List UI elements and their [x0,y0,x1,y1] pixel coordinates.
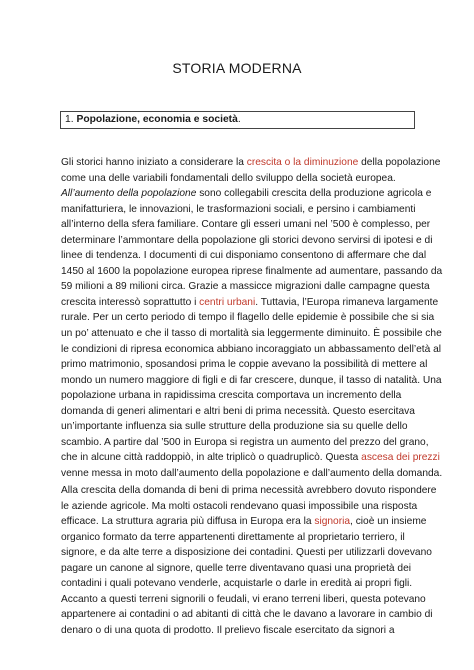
text-line [61,248,427,264]
text-segment: Accanto a questi terreni signorili o feudali, vi erano terreni liberi, questa potevano [61,593,426,605]
text-line [61,545,432,561]
text-line [61,607,433,623]
text-segment: 59 milioni a 89 milioni circa. Grazie a massicce migrazioni dalle campagne questa [61,281,430,293]
highlighted-term: signoria [314,516,351,528]
text-segment: determinare l’ammontare della popolazione gli storici devono servirsi di ipotesi e di [61,234,433,246]
text-line [61,419,413,435]
text-segment: le aziende agricole. Ma molti ostacoli rendevano quasi impossibile una risposta [61,500,418,512]
text-line [61,483,437,499]
text-segment: rurale. Per un certo periodo di tempo il flagello delle epidemie è possibile che si sia [61,312,435,324]
text-segment: linee di tendenza. I documenti di cui disponiamo consentono di affermare che dal [61,250,427,262]
text-segment: 1450 al 1600 la popolazione europea riprese finalmente ad aumentare, passando da [61,265,443,277]
text-segment: domanda di generi alimentari e altri beni di prima necessità. Questo esercitava [61,405,415,417]
text-segment: che in alcune città raddoppiò, in alte triplicò o quadruplicò. Questa [61,452,362,464]
text-segment: signore, e da alte terre a disposizione dei contadini. Questi per utilizzarli dovevano [61,547,432,559]
text-segment: sono collegabili crescita della produzione agricola e [196,188,432,200]
text-line [61,310,435,326]
text-segment: appartenere ai contadini o ad abitanti di città che le davano a lavorare in cambio di [61,609,433,621]
text-line [61,233,433,249]
text-segment: . Tuttavia, l’Europa rimaneva largamente [255,296,439,308]
text-segment: all’interno della sfera familiare. Contare gli esseri umani nel ’500 è complesso, per [61,219,431,231]
paragraph-agriculture [61,483,437,638]
text-line [61,561,413,577]
text-line [61,388,413,404]
text-segment: manifatturiera, le innovazioni, le trasformazioni sociali, e persino i cambiamenti [61,203,416,215]
text-line [61,202,416,218]
text-segment: pagare un canone al signore, quelle terre diventavano quasi una proprietà dei [61,562,412,574]
text-segment: efficace. La struttura agraria più diffusa in Europa era la [61,516,315,528]
document-title: STORIA MODERNA [172,60,302,76]
text-line [61,264,443,280]
text-line [61,435,429,451]
text-segment: scambio. A partire dal ’500 in Europa si registra un aumento del prezzo del grano, [61,436,429,448]
highlighted-term: ascesa dei prezzi [361,452,440,464]
text-line [61,592,426,608]
text-segment: Gli storici hanno iniziato a considerare la [61,157,247,168]
text-segment: mondo un numero maggiore di figli e di far crescere, dunque, il tasso di natalità. Una [61,374,442,386]
section-number: 1. [65,114,74,125]
text-line [61,155,441,171]
text-line [61,466,443,482]
text-segment: crescita interessò soprattutto i [61,296,200,308]
text-line [61,530,413,546]
text-segment: organico formato da terre appartenenti direttamente al proprietario terriero, il [61,531,405,543]
text-line [61,514,427,530]
text-segment: un po’ attenuato e che il tasso di mortalità sia leggermente diminuito. È possibile che [61,328,442,340]
text-segment: venne messa in moto dall’aumento della popolazione e dall’aumento della domanda. [61,467,443,479]
italic-phrase: All’aumento della popolazione [61,188,197,200]
paragraph-population [61,155,443,481]
text-segment: , cioè un insieme [350,516,427,528]
text-segment: della popolazione [358,157,441,168]
text-line [61,342,442,358]
text-segment: denaro o di una quota di prodotto. Il prelievo fiscale esercitato da signori a [61,624,395,636]
section-heading-trail: . [237,114,241,125]
text-segment: le condizioni di ripresa economica abbiano incoraggiato un abbassamento dell’età al [61,343,442,355]
text-line [61,623,413,639]
text-segment: un’importante influenza sia sulle strutture della produzione sia su quelle dello [61,421,408,433]
text-line [61,357,428,373]
text-line [61,326,442,342]
text-segment: primo matrimonio, sposandosi prima le coppie avevano la possibilità di mettere al [61,359,428,371]
text-line [61,171,413,187]
section-heading-box [60,111,415,129]
text-line [61,186,432,202]
text-line [61,217,431,233]
text-segment: popolazione urbana in rapidissima crescita comportava un incremento della [61,390,402,402]
highlighted-term: centri urbani [199,296,256,308]
text-segment: contadini i quali potevano venderle, acquistarle o darle in eredità ai propri figli. [61,578,413,590]
text-line [61,499,418,515]
text-line [61,373,442,389]
text-segment: come una delle variabili fondamentali dello sviluppo della società europea. [61,172,396,184]
text-segment: Alla crescita della domanda di beni di prima necessità avrebbero dovuto rispondere [61,485,437,496]
section-heading: Popolazione, economia e società [76,114,238,125]
text-line [61,576,413,592]
highlighted-term: crescita o la diminuzione [246,157,359,168]
text-line [61,279,430,295]
text-line [61,450,440,466]
text-line [61,404,413,420]
text-line [61,295,439,311]
